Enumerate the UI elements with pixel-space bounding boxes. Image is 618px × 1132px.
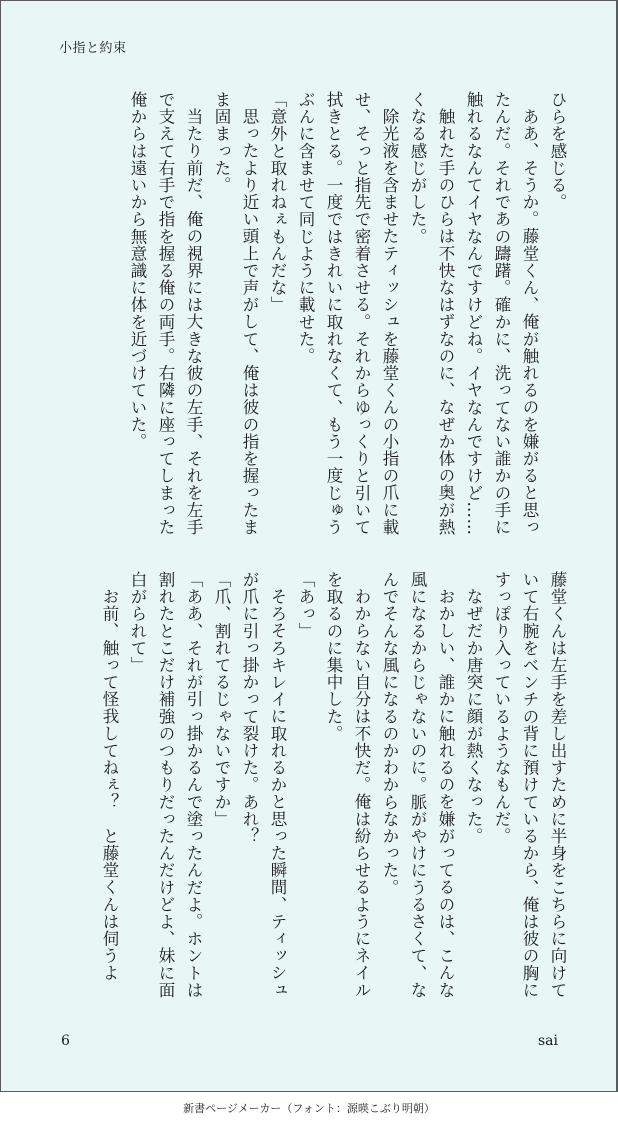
paragraph: ああ、そうか。藤堂くん、俺が触れるのを嫌がると思ったんだ。それであの躊躇。確かに、洗ってない誰かの手に触れるなんてイヤなんですけどね。イヤなんですけど…… — [464, 91, 539, 536]
paragraph: なぜだか唐突に顔が熱くなった。 — [464, 587, 483, 844]
paragraph: 除光液を含ませたティッシュを藤堂くんの小指の爪に載せ、そっと指先で密着させる。それからゆっくりと引いて拭きとる。一度ではきれいに取れなくて、もう一度じゅうぶんに含ませて同じように載せた。 — [296, 91, 399, 536]
paragraph: 触れた手のひらは不快なはずなのに、なぜか体の奥が熱くなる感じがした。 — [408, 91, 455, 535]
paragraph: おかしい、誰かに触れるのを嫌がってるのは、こんな風になるからじゃないのに。脈がやけにうるさくて、なんでそんな風になるのかわからなかった。 — [380, 571, 455, 999]
paragraph: 思ったより近い頭上で声がして、俺は彼の指を握ったまま固まった。 — [212, 91, 259, 535]
text-block-bottom — [51, 571, 571, 1011]
paragraph: 「意外と取れねぇもんだな」 — [268, 91, 287, 314]
paragraph: そろそろキレイに取れるかと思った瞬間、ティッシュが爪に引っ掛かって裂けた。あれ？ — [240, 571, 287, 998]
paragraph: 藤堂くんは左手を差し出すために半身をこちらに向けていて右腕をベンチの背に預けているから、俺は彼の胸にすっぽり入っているようなもんだ。 — [492, 571, 567, 999]
paragraph: お前、触って怪我してねぇ？ と藤堂くんは伺うよ — [100, 587, 119, 981]
paragraph: 「ああ、それが引っ掛かるんで塗ったんだよ。ホントは割れたとこだけ補強のつもりだったんだけどよ、妹に面白がられて」 — [128, 571, 203, 999]
paragraph: わからない自分は不快だ。俺は紛らせるようにネイルを取るのに集中した。 — [324, 571, 371, 998]
text-block-top — [51, 91, 571, 541]
page-number: 6 — [61, 1033, 70, 1049]
paragraph: 「あっ」 — [296, 571, 315, 640]
footer-caption: 新書ページメーカー（フォント：源暎こぶり明朝） — [183, 1102, 435, 1115]
author-name: sai — [537, 1033, 558, 1049]
running-title: 小指と約束 — [59, 41, 127, 56]
paragraph: ひらを感じる。 — [548, 91, 567, 211]
paragraph: 「爪、割れてるじゃないですか」 — [212, 571, 231, 828]
paragraph: 当たり前だ、俺の視界には大きな彼の左手、それを左手で支えて右手で指を握る俺の両手。右隣に座ってしまった俺からは遠いから無意識に体を近づけていた。 — [128, 91, 203, 536]
